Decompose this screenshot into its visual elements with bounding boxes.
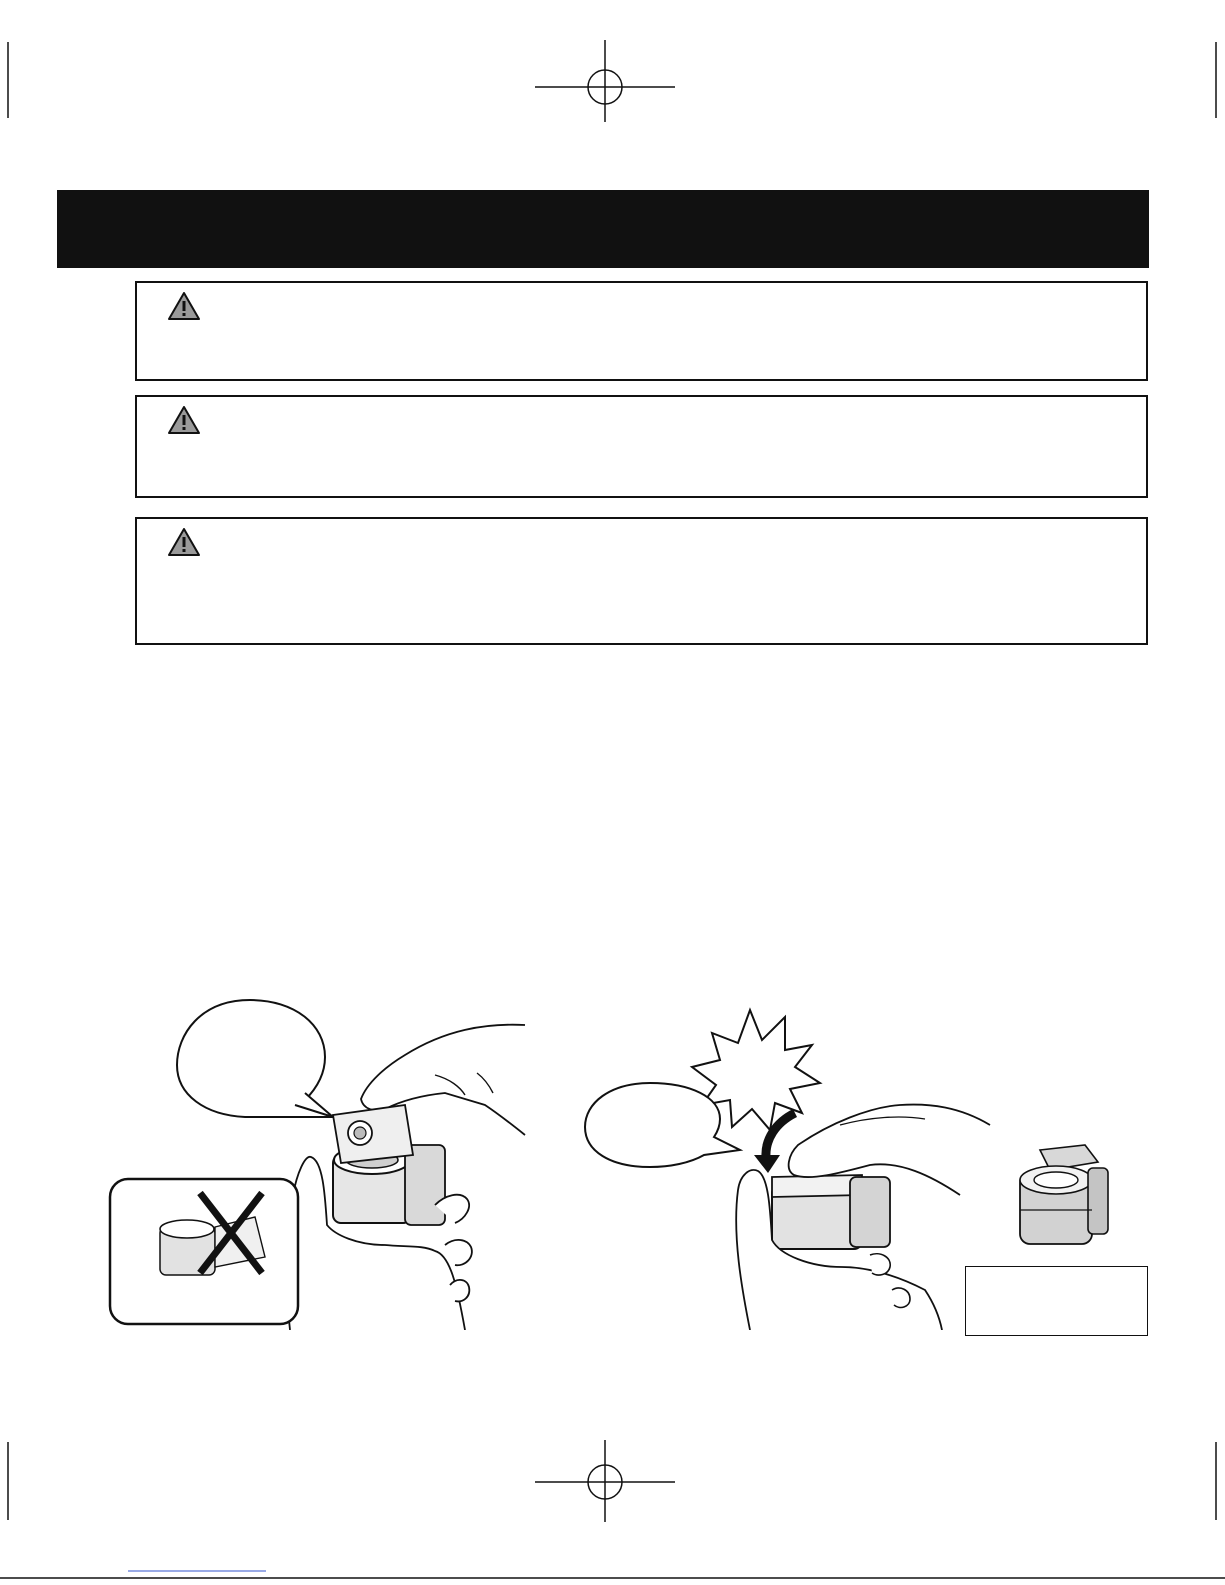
section-header	[57, 190, 1149, 268]
registration-crosshair-icon	[535, 1440, 675, 1522]
warning-triangle-icon	[167, 291, 201, 321]
warning-triangle-icon	[167, 405, 201, 435]
warning-box-2	[135, 395, 1148, 498]
caption-text	[966, 1267, 1147, 1283]
warning-box-1	[135, 281, 1148, 381]
warning-box-3	[135, 517, 1148, 645]
registration-crosshair-icon	[535, 40, 675, 122]
caption-box	[965, 1266, 1148, 1336]
closed-device-illustration	[1010, 1140, 1115, 1255]
warning-triangle-icon	[167, 527, 201, 557]
illustration-closing-lid	[580, 1005, 1000, 1330]
illustration-opening-lid	[105, 995, 530, 1330]
